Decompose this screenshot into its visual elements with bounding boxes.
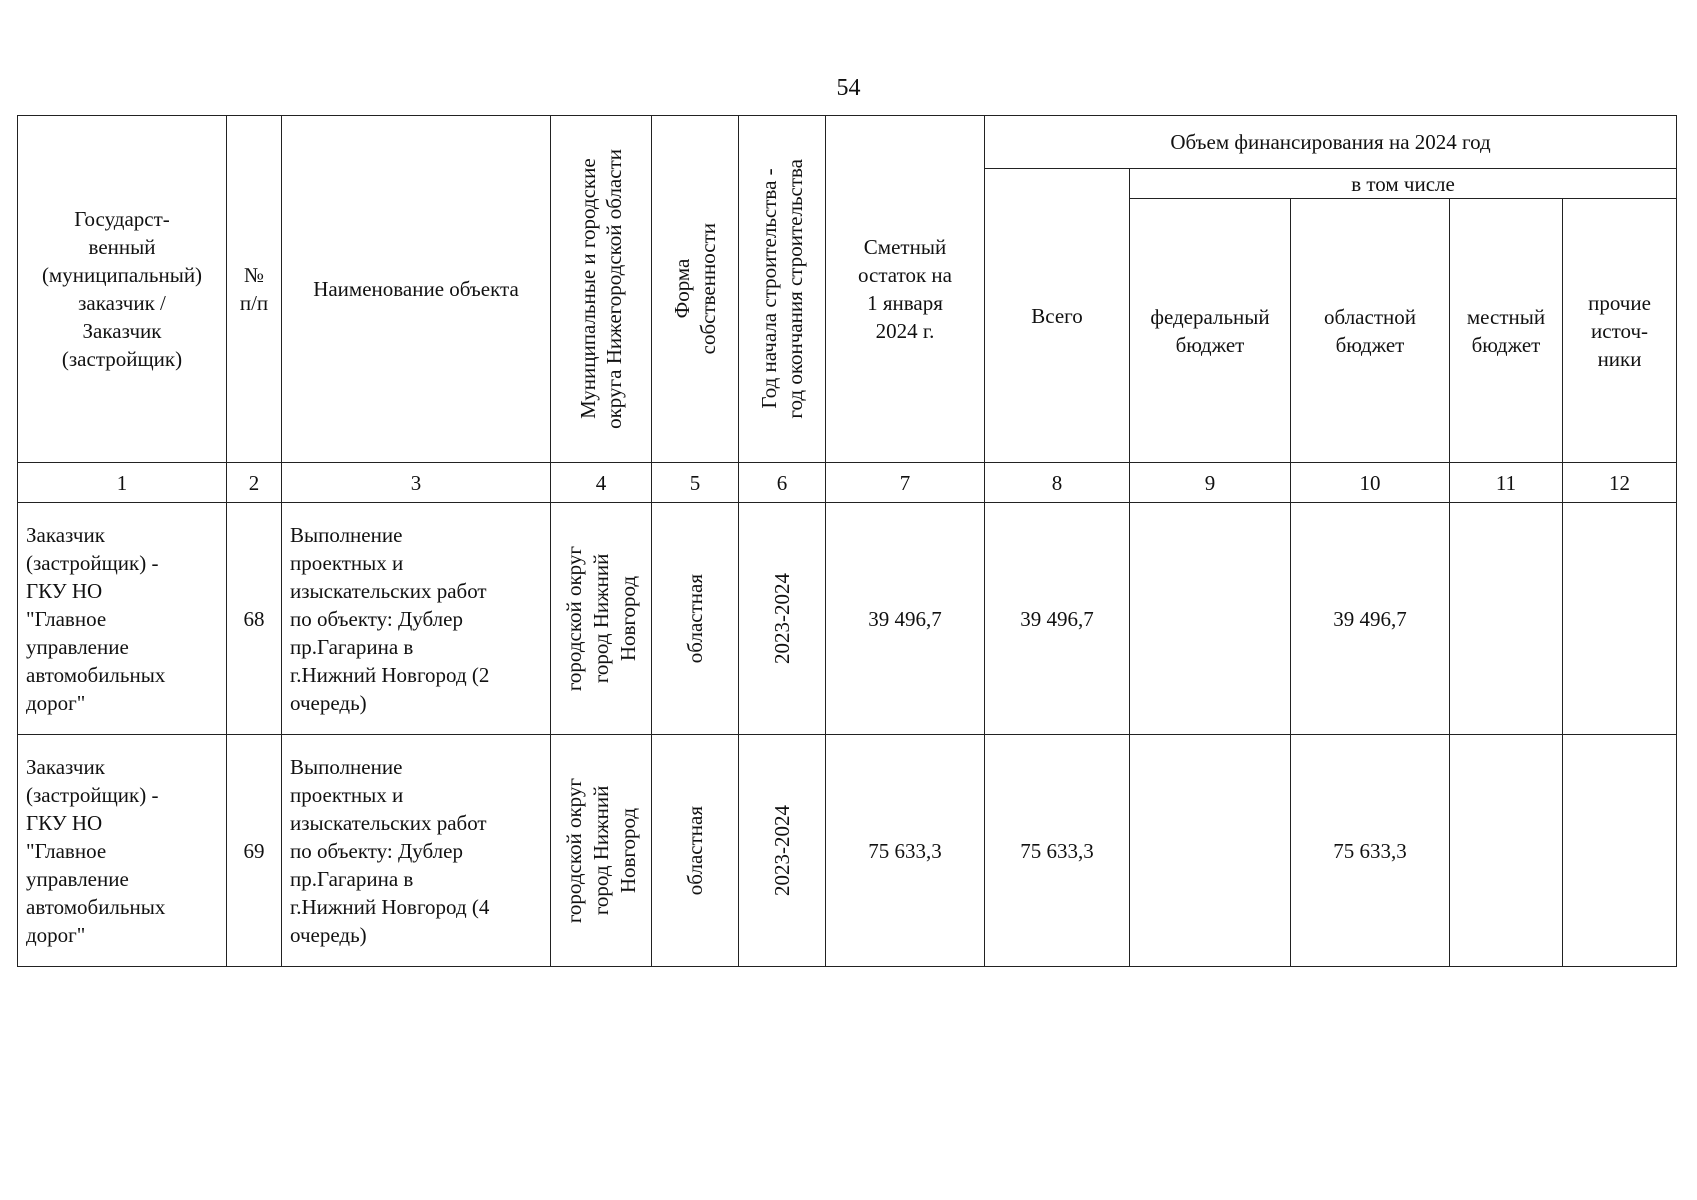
row-customer: Заказчик (застройщик) - ГКУ НО "Главное управление автомобильных дорог": [18, 503, 227, 735]
header-regional: областной бюджет: [1291, 199, 1450, 463]
row-number: 68: [227, 503, 282, 735]
row-ownership-text: областная: [682, 805, 707, 896]
column-number: 10: [1291, 463, 1450, 503]
row-years: [739, 735, 826, 967]
column-number: 8: [985, 463, 1130, 503]
column-number: 4: [551, 463, 652, 503]
row-number: 69: [227, 735, 282, 967]
column-number: 2: [227, 463, 282, 503]
header-municipality: [551, 116, 652, 463]
row-other: [1563, 735, 1677, 967]
row-regional: 39 496,7: [1291, 503, 1450, 735]
row-federal: [1130, 503, 1291, 735]
row-ownership: [652, 735, 739, 967]
header-other: прочие источ- ники: [1563, 199, 1677, 463]
row-years-text: 2023-2024: [769, 805, 794, 896]
column-number: 11: [1450, 463, 1563, 503]
header-local: местный бюджет: [1450, 199, 1563, 463]
row-local: [1450, 503, 1563, 735]
row-ownership: [652, 503, 739, 735]
row-object-name: Выполнение проектных и изыскательских работ по объекту: Дублер пр.Гагарина в г.Нижний Новгород (2 очередь): [282, 503, 551, 735]
row-estimate: 75 633,3: [826, 735, 985, 967]
page-number: 54: [836, 75, 861, 101]
header-municipality-text: Муниципальные и городские округа Нижегородской области: [576, 149, 626, 429]
row-estimate: 39 496,7: [826, 503, 985, 735]
header-object-name: Наименование объекта: [282, 116, 551, 463]
row-municipality-text: городской округ город Нижний Новгород: [561, 777, 640, 924]
row-regional: 75 633,3: [1291, 735, 1450, 967]
column-numbers-row: [18, 463, 1677, 503]
header-funding-group: Объем финансирования на 2024 год: [985, 116, 1677, 169]
table-row: [18, 735, 1677, 967]
header-years: [739, 116, 826, 463]
header-ownership-text: Форма собственности: [670, 223, 720, 355]
header-federal: федеральный бюджет: [1130, 199, 1291, 463]
header-years-text: Год начала строительства - год окончания строительства: [757, 159, 807, 419]
row-other: [1563, 503, 1677, 735]
row-federal: [1130, 735, 1291, 967]
column-number: 5: [652, 463, 739, 503]
row-ownership-text: областная: [682, 573, 707, 664]
header-including: в том числе: [1130, 169, 1677, 199]
header-estimate: Сметный остаток на 1 января 2024 г.: [826, 116, 985, 463]
column-number: 3: [282, 463, 551, 503]
header-total: Всего: [985, 169, 1130, 463]
row-years-text: 2023-2024: [769, 573, 794, 664]
row-total: 75 633,3: [985, 735, 1130, 967]
header-number: № п/п: [227, 116, 282, 463]
header-customer: Государст- венный (муниципальный) заказчик / Заказчик (застройщик): [18, 116, 227, 463]
header-ownership: [652, 116, 739, 463]
column-number: 7: [826, 463, 985, 503]
row-municipality: [551, 503, 652, 735]
row-local: [1450, 735, 1563, 967]
table-row: [18, 503, 1677, 735]
row-years: [739, 503, 826, 735]
row-municipality: [551, 735, 652, 967]
row-total: 39 496,7: [985, 503, 1130, 735]
column-number: 6: [739, 463, 826, 503]
row-municipality-text: городской округ город Нижний Новгород: [561, 545, 640, 692]
row-customer: Заказчик (застройщик) - ГКУ НО "Главное управление автомобильных дорог": [18, 735, 227, 967]
column-number: 12: [1563, 463, 1677, 503]
row-object-name: Выполнение проектных и изыскательских работ по объекту: Дублер пр.Гагарина в г.Нижний Новгород (4 очередь): [282, 735, 551, 967]
column-number: 9: [1130, 463, 1291, 503]
column-number: 1: [18, 463, 227, 503]
financing-table: [17, 115, 1677, 967]
